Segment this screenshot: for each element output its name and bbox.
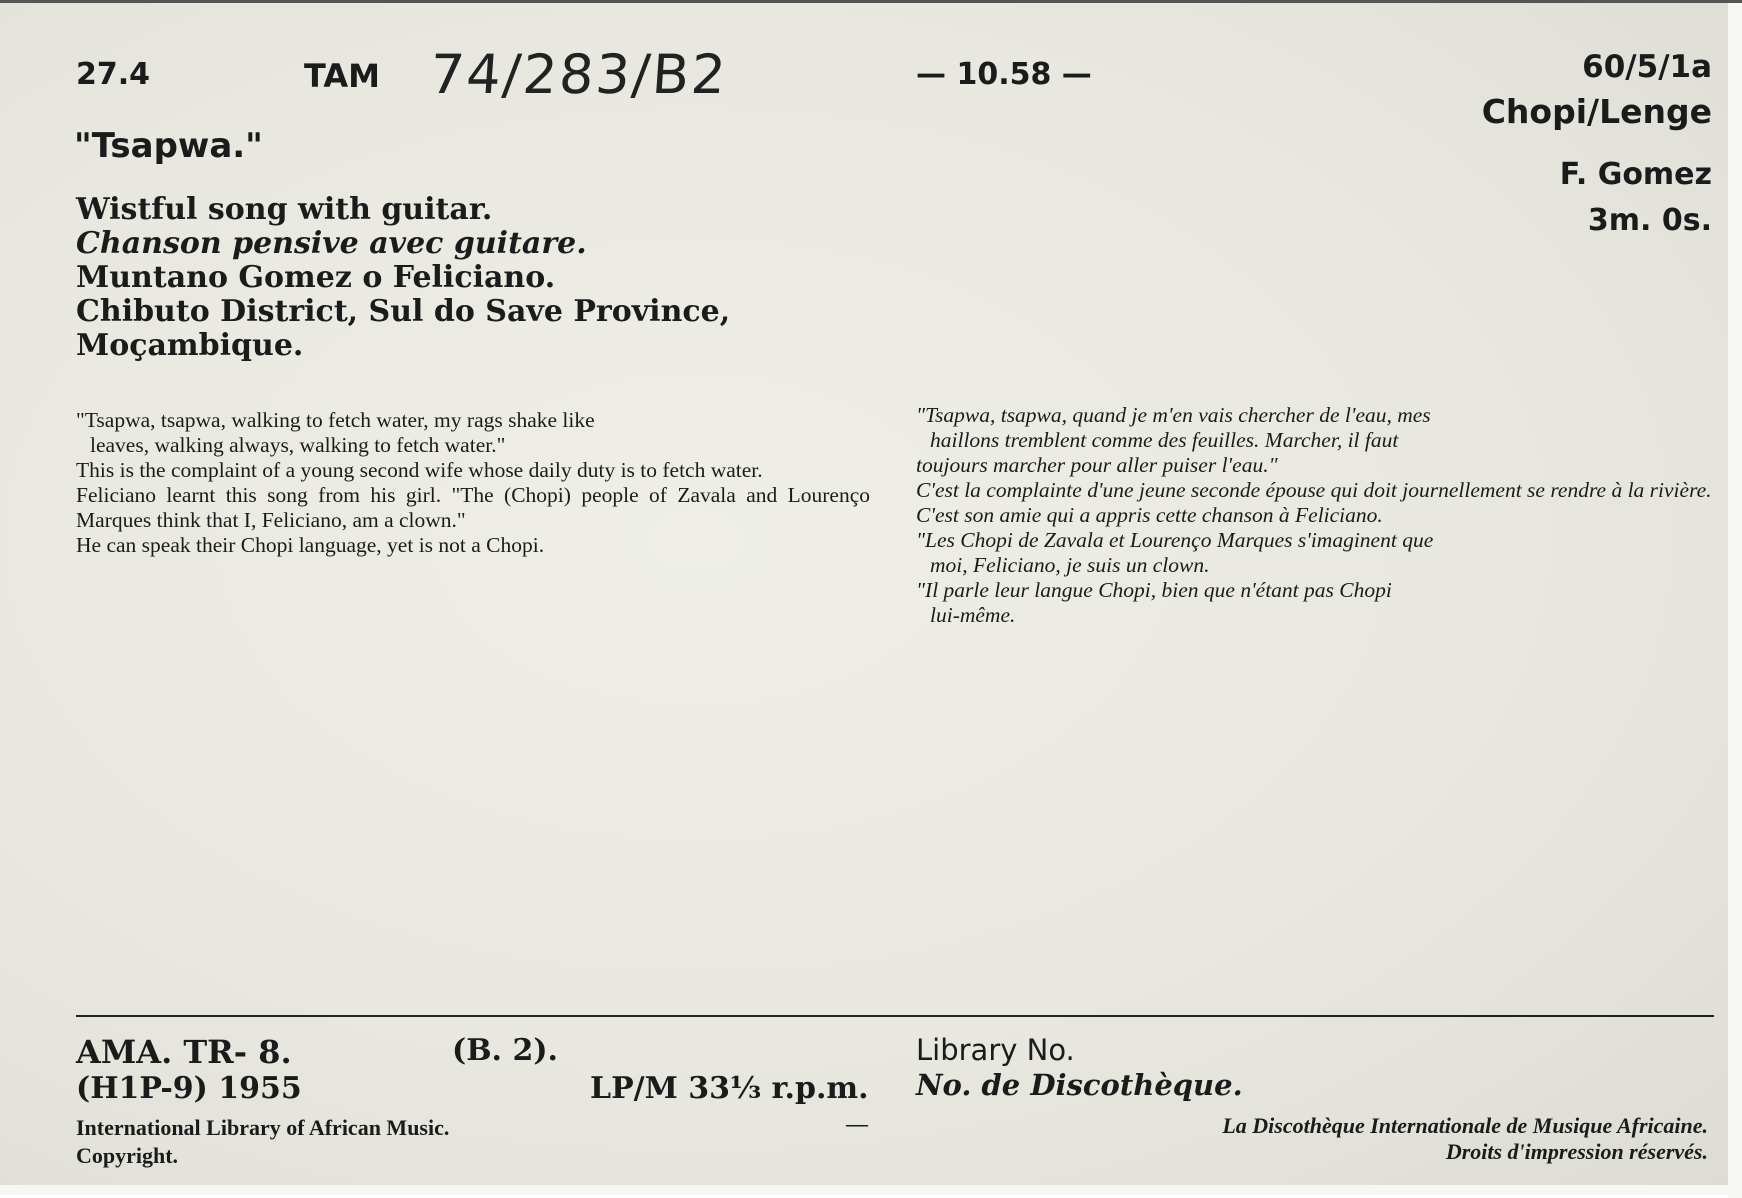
description-english: Wistful song with guitar. — [76, 192, 493, 227]
card-edge-bottom — [0, 1185, 1742, 1195]
rights-reserved: Droits d'impression réservés. — [1445, 1139, 1708, 1164]
track-length: 3m. 0s. — [1587, 203, 1712, 238]
english-note: He can speak their Chopi language, yet is not a Chopi. — [76, 533, 545, 557]
tam-label: TAM — [304, 57, 380, 95]
series-number: AMA. TR- 8. — [76, 1033, 292, 1071]
english-lyric-line: "Tsapwa, tsapwa, walking to fetch water, my rags shake like — [76, 408, 595, 432]
french-note: "Les Chopi de Zavala et Lourenço Marques s'imaginent que — [916, 528, 1434, 552]
country: Moçambique. — [76, 328, 304, 363]
location: Chibuto District, Sul do Save Province, — [76, 294, 731, 329]
copyright-label: Copyright. — [76, 1143, 179, 1168]
record-side: (B. 2). — [452, 1033, 558, 1068]
french-note: "Il parle leur langue Chopi, bien que n'étant pas Chopi — [916, 578, 1392, 602]
card-edge — [1728, 3, 1742, 1198]
discotheque-number-label: No. de Discothèque. — [916, 1068, 1243, 1102]
english-note: Feliciano learnt this song from his girl. "The (Chopi) people of Zavala and Lourenço Marques think that I, Feliciano, am a clown." — [76, 483, 870, 532]
performer-name: Muntano Gomez o Feliciano. — [76, 260, 556, 295]
publisher-english: International Library of African Music. — [76, 1115, 450, 1140]
publisher-french: La Discothèque Internationale de Musique Africaine. — [1222, 1113, 1708, 1138]
french-note: C'est la complainte d'une jeune seconde épouse qui doit journellement se rendre à la rivière. — [916, 478, 1712, 502]
french-notes — [916, 403, 1712, 628]
performer: F. Gomez — [1559, 157, 1712, 192]
english-note: This is the complaint of a young second wife whose daily duty is to fetch water. — [76, 458, 763, 482]
english-lyric-line: leaves, walking always, walking to fetch water." — [90, 433, 506, 457]
english-notes — [76, 408, 870, 558]
footer-divider — [76, 1015, 1714, 1017]
track-number: 27.4 — [76, 57, 151, 92]
french-note: lui-même. — [930, 603, 1016, 627]
handwritten-reference: 74/283/B2 — [427, 43, 730, 106]
people-language: Chopi/Lenge — [1481, 92, 1712, 131]
french-lyric-line: toujours marcher pour aller puiser l'eau." — [916, 453, 1278, 477]
library-number-label: Library No. — [916, 1033, 1075, 1067]
record-format: LP/M 33⅓ r.p.m. — [590, 1071, 869, 1106]
description-french: Chanson pensive avec guitare. — [76, 226, 587, 261]
song-title: "Tsapwa." — [74, 126, 263, 166]
french-lyric-line: "Tsapwa, tsapwa, quand je m'en vais chercher de l'eau, mes — [916, 403, 1431, 427]
duration-code: — 10.58 — — [916, 57, 1092, 92]
footer-dash: — — [846, 1111, 868, 1136]
french-note: C'est son amie qui a appris cette chanson à Feliciano. — [916, 503, 1383, 527]
description-block — [76, 193, 730, 363]
french-lyric-line: haillons tremblent comme des feuilles. Marcher, il faut — [930, 428, 1399, 452]
catalog-reference: 60/5/1a — [1582, 49, 1712, 85]
french-note: moi, Feliciano, je suis un clown. — [930, 553, 1210, 577]
matrix-year: (H1P-9) 1955 — [76, 1071, 302, 1106]
